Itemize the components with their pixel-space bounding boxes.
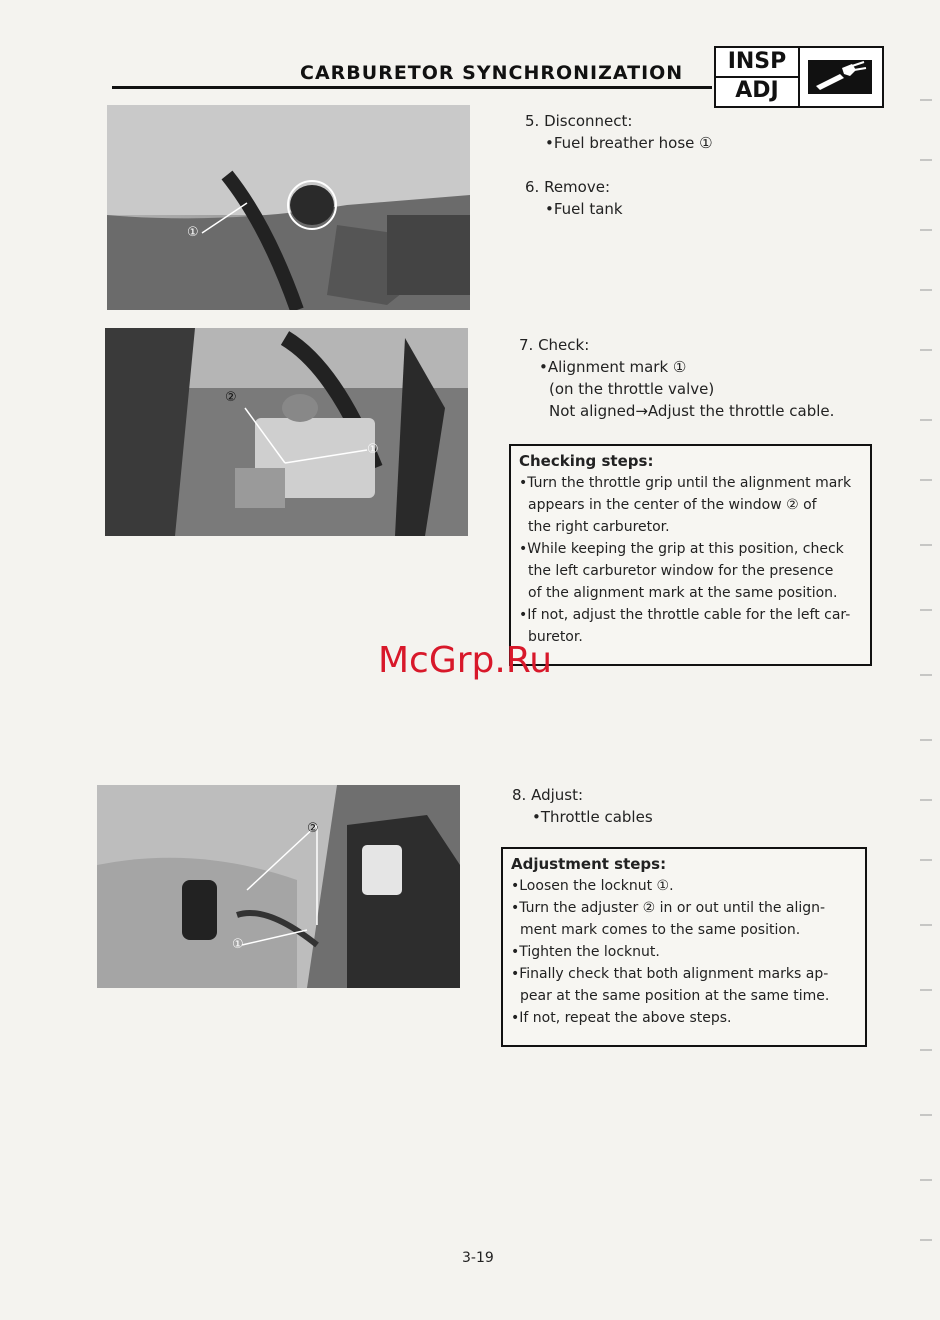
adjustment-line: pear at the same position at the same time. <box>520 988 830 1004</box>
checking-line: •Turn the throttle grip until the alignment mark <box>519 475 852 491</box>
checking-line: appears in the center of the window ② of <box>528 497 817 513</box>
checking-steps-box <box>509 444 872 666</box>
checking-line: •While keeping the grip at this position, check <box>519 541 844 557</box>
step-5-heading: 5. Disconnect: <box>525 112 633 130</box>
photo3-callout-1: ① <box>232 937 244 952</box>
step-6-item: •Fuel tank <box>545 200 623 218</box>
header-rule <box>112 86 712 89</box>
adjustment-steps-title: Adjustment steps: <box>511 855 667 873</box>
step-6-heading: 6. Remove: <box>525 178 611 196</box>
step-8-item: •Throttle cables <box>532 808 653 826</box>
checking-line: •If not, adjust the throttle cable for the left car- <box>519 607 851 623</box>
adjustment-steps-box <box>501 847 867 1047</box>
checking-line: of the alignment mark at the same position. <box>528 585 838 601</box>
adjustment-line: •If not, repeat the above steps. <box>511 1010 732 1026</box>
photo3-callout-2: ② <box>307 821 319 836</box>
step-7 <box>519 334 834 422</box>
watermark: McGrp.Ru <box>378 640 553 681</box>
step-8-heading: 8. Adjust: <box>512 786 584 804</box>
checking-line: the left carburetor window for the presence <box>528 563 834 579</box>
step-5-item: •Fuel breather hose ① <box>545 134 713 152</box>
section-badge <box>714 46 884 108</box>
page-title: CARBURETOR SYNCHRONIZATION <box>300 62 684 84</box>
step-8 <box>512 784 653 828</box>
edge-tab-marks <box>906 0 934 1320</box>
photo2-callout-2: ② <box>225 390 237 405</box>
photo-carburetor-window <box>105 328 468 536</box>
badge-insp-label: INSP <box>716 48 800 78</box>
adjustment-line: •Tighten the locknut. <box>511 944 660 960</box>
checking-line: the right carburetor. <box>528 519 670 535</box>
photo2-callout-1: ① <box>367 442 379 457</box>
step-7-heading: 7. Check: <box>519 336 590 354</box>
checking-steps-title: Checking steps: <box>519 452 654 470</box>
adjustment-line: ment mark comes to the same position. <box>520 922 801 938</box>
step-6 <box>525 176 623 220</box>
adjustment-line: •Loosen the locknut ①. <box>511 878 674 894</box>
step-5 <box>525 110 713 154</box>
checking-line: buretor. <box>528 629 583 645</box>
step-7-note-2: Not aligned→Adjust the throttle cable. <box>549 402 835 420</box>
photo-fuel-breather-hose <box>107 105 470 310</box>
step-7-item: •Alignment mark ① <box>539 358 687 376</box>
badge-adj-label: ADJ <box>716 78 800 106</box>
photo-throttle-cables <box>97 785 460 988</box>
adjustment-line: •Turn the adjuster ② in or out until the align- <box>511 900 826 916</box>
step-7-note-1: (on the throttle valve) <box>549 380 715 398</box>
page-number: 3-19 <box>462 1250 494 1266</box>
wrench-adjust-icon <box>806 58 874 96</box>
photo1-callout-1: ① <box>187 225 199 240</box>
adjustment-line: •Finally check that both alignment marks ap- <box>511 966 829 982</box>
